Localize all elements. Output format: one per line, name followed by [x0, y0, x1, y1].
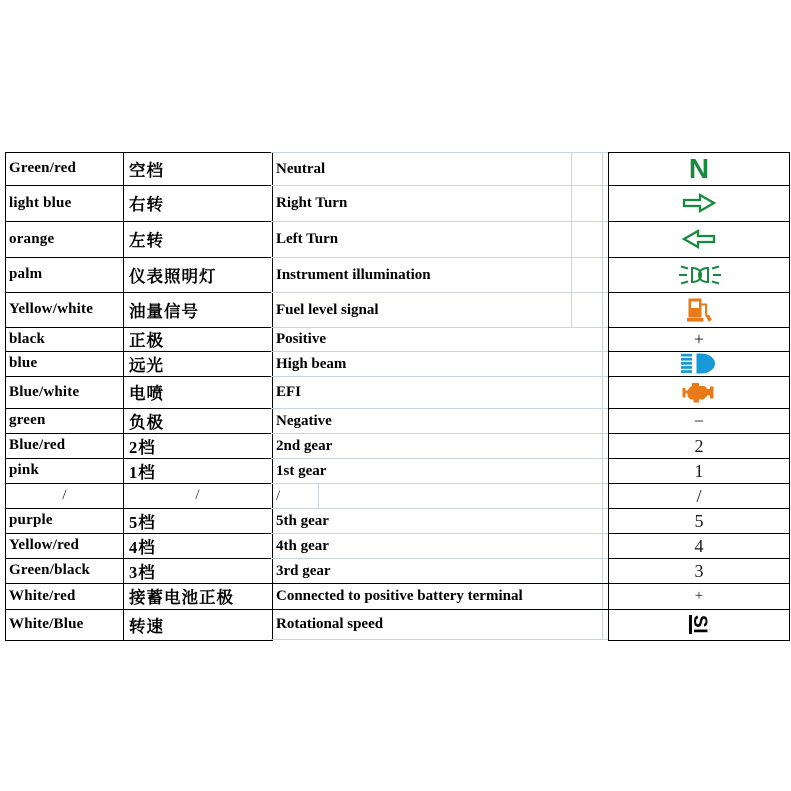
instrument-illumination-icon	[675, 264, 723, 286]
plus-sign: +	[694, 587, 704, 604]
chinese-label-cell: 2档	[123, 434, 272, 458]
table-row	[6, 534, 272, 559]
wire-color-cell: black	[9, 330, 46, 347]
icon-cell	[609, 293, 789, 328]
gear-number-1: 1	[694, 460, 704, 481]
english-label-cell: Fuel level signal	[271, 293, 608, 328]
chinese-label-cell: 仪表照明灯	[123, 258, 272, 292]
chinese-label-cell: 负极	[123, 409, 272, 433]
chinese-label-cell: 5档	[123, 509, 272, 533]
table-row	[6, 153, 272, 186]
gear-number-2: 2	[694, 435, 704, 456]
english-label-cell: Neutral	[271, 153, 608, 186]
english-label-cell: 4th gear	[271, 534, 608, 559]
table-row	[6, 610, 272, 640]
wire-color-cell: pink	[9, 462, 39, 478]
wire-color-table	[5, 152, 273, 641]
table-row	[6, 328, 272, 352]
chinese-label-cell: 转速	[123, 610, 272, 640]
chinese-label-cell: 空档	[123, 153, 272, 185]
icon-cell	[609, 409, 789, 434]
english-label-cell: Connected to positive battery terminal	[271, 584, 608, 610]
icon-cell	[609, 377, 789, 409]
english-label-cell: Negative	[271, 409, 608, 434]
chinese-label-cell: 4档	[123, 534, 272, 558]
table-row	[6, 377, 272, 409]
chinese-label-cell: 左转	[123, 222, 272, 257]
wire-color-cell: /	[62, 487, 67, 503]
english-label-cell: /	[271, 484, 608, 509]
icon-cell	[609, 559, 789, 584]
table-row	[6, 293, 272, 328]
wire-color-cell: Green/red	[9, 160, 77, 176]
icon-cell	[609, 434, 789, 459]
indicator-icon-table	[608, 152, 790, 641]
table-row	[6, 509, 272, 534]
table-row	[6, 434, 272, 459]
wire-color-cell: light blue	[9, 194, 72, 211]
table-row	[6, 584, 272, 610]
table-row	[6, 409, 272, 434]
high-beam-icon	[681, 353, 717, 374]
english-label-cell: Right Turn	[271, 186, 608, 222]
icon-cell	[609, 509, 789, 534]
icon-cell	[609, 222, 789, 258]
table-row	[6, 222, 272, 258]
rotational-speed-icon: SI	[688, 615, 710, 634]
chinese-label-cell: 3档	[123, 559, 272, 583]
gear-number-5: 5	[694, 510, 704, 531]
english-label-cell: 5th gear	[271, 509, 608, 534]
right-turn-arrow-icon	[681, 191, 717, 215]
icon-cell	[609, 186, 789, 222]
gear-number-3: 3	[694, 560, 704, 581]
english-label-cell: 3rd gear	[271, 559, 608, 584]
wire-color-cell: Yellow/red	[9, 537, 80, 553]
wire-color-cell: green	[9, 412, 46, 428]
chinese-label-cell: /	[123, 484, 272, 508]
chinese-label-cell: 远光	[123, 352, 272, 376]
english-label-cell: Positive	[271, 328, 608, 352]
table-row	[6, 484, 272, 509]
english-label-cell: 2nd gear	[271, 434, 608, 459]
wire-color-cell: blue	[9, 355, 38, 371]
gear-number-4: 4	[694, 535, 704, 556]
icon-cell	[609, 534, 789, 559]
table-row	[6, 258, 272, 293]
english-label-cell: Rotational speed	[271, 610, 608, 640]
icon-cell	[609, 352, 789, 377]
icon-cell	[609, 584, 789, 610]
chinese-label-cell: 油量信号	[123, 293, 272, 327]
minus-sign: −	[693, 410, 705, 431]
wire-color-cell: White/red	[9, 587, 76, 604]
icon-cell	[609, 459, 789, 484]
table-row	[6, 186, 272, 222]
icon-cell	[609, 258, 789, 293]
english-label-cell: High beam	[271, 352, 608, 377]
chinese-label-cell: 1档	[123, 459, 272, 483]
icon-cell	[609, 484, 789, 509]
wire-color-cell: White/Blue	[9, 616, 84, 632]
icon-cell	[609, 153, 789, 186]
english-label-cell: EFI	[271, 377, 608, 409]
icon-cell	[609, 610, 789, 640]
slash-placeholder: /	[696, 485, 702, 506]
chinese-label-cell: 右转	[123, 186, 272, 221]
icon-cell	[609, 328, 789, 352]
fuel-pump-icon	[687, 296, 712, 323]
wire-color-cell: Green/black	[9, 562, 91, 578]
left-turn-arrow-icon	[681, 227, 717, 251]
english-label-cell: Left Turn	[271, 222, 608, 258]
english-label-cell: Instrument illumination	[271, 258, 608, 293]
english-label-column	[271, 152, 608, 640]
plus-sign: +	[693, 329, 705, 349]
wire-color-cell: Yellow/white	[9, 301, 94, 317]
chinese-label-cell: 正极	[123, 328, 272, 351]
neutral-indicator-icon: N	[688, 152, 710, 184]
table-row	[6, 459, 272, 484]
wire-color-cell: Blue/white	[9, 383, 80, 400]
chinese-label-cell: 电喷	[123, 377, 272, 408]
table-row	[6, 352, 272, 377]
chinese-label-cell: 接蓄电池正极	[123, 584, 272, 609]
table-row	[6, 559, 272, 584]
wire-color-cell: palm	[9, 266, 43, 282]
wire-color-cell: orange	[9, 230, 55, 247]
wire-color-cell: purple	[9, 512, 53, 528]
english-label-cell: 1st gear	[271, 459, 608, 484]
wire-color-cell: Blue/red	[9, 437, 66, 453]
check-engine-icon	[682, 380, 716, 405]
